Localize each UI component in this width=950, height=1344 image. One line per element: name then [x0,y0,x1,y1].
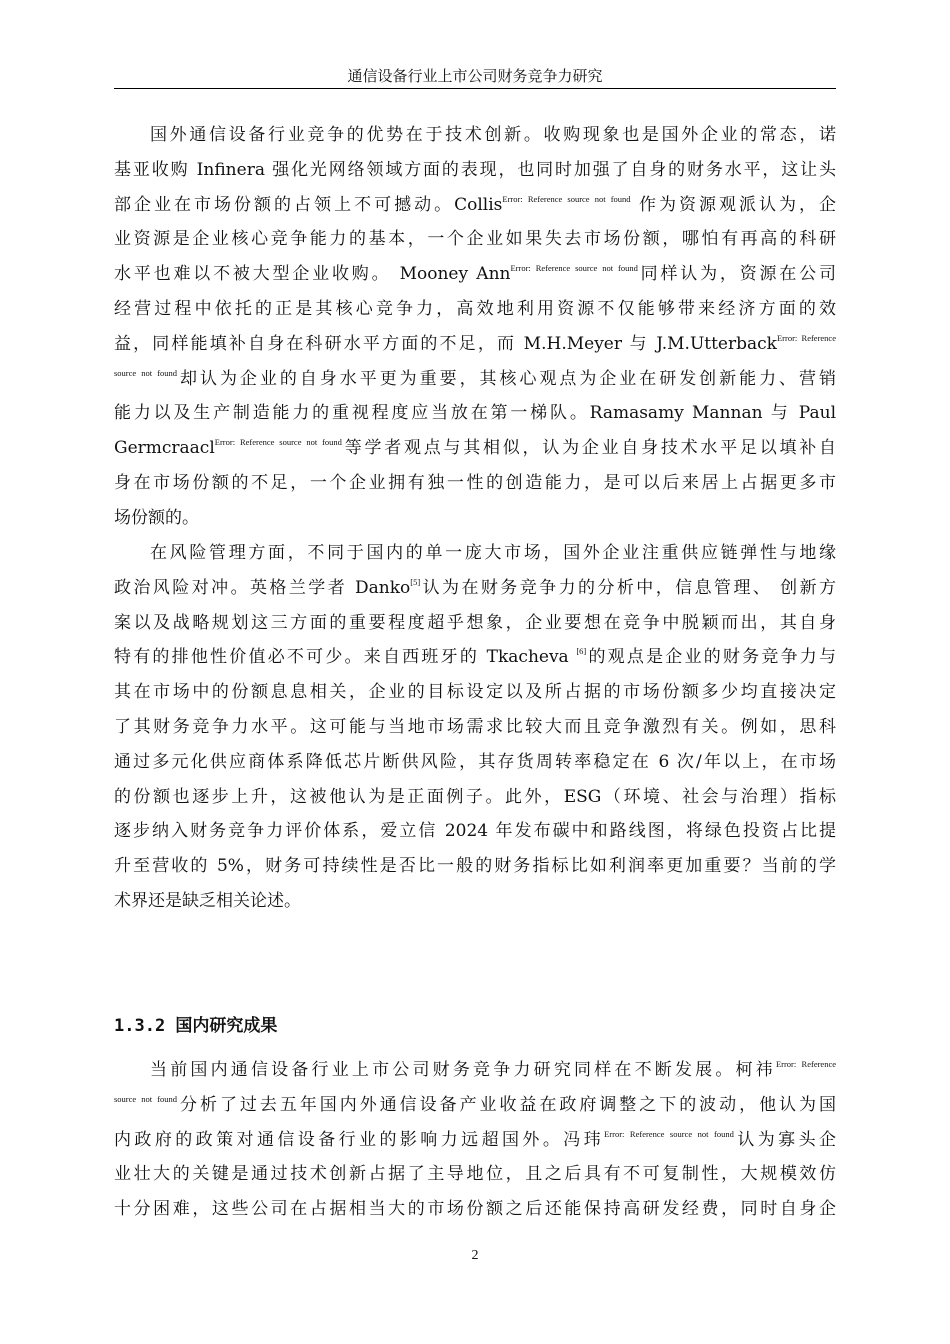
citation-marker: Error: Reference source not found [502,193,631,204]
text-run: 却认为企业的自身水平更为重要，其核心观点为企业在研发创新能力、营销 [177,368,836,389]
text-run: 认为寡头企 [733,1129,836,1150]
text-run: 当前国内通信设备行业上市公司财务竞争力研究同样在不断发展。柯祎 [150,1060,776,1080]
text-run: 部企业在市场份额的占领上不可撼动。Collis [114,194,503,215]
citation-marker: [6] [576,646,587,657]
text-run: 业资源是企业核心竞争能力的基本，一个企业如果失去市场份额，哪怕有再高的科研 [114,229,836,250]
text-line [114,573,836,603]
text-line [114,259,836,289]
citation-marker: Error: Reference [775,1059,836,1069]
text-line [114,364,836,394]
text-run: 在风险管理方面，不同于国内的单一庞大市场，国外企业注重供应链弹性与地缘 [150,543,836,563]
text-line [114,1090,836,1120]
text-run: 了其财务竞争力水平。这可能与当地市场需求比较大而且竞争激烈有关。例如，思科 [114,717,836,737]
text-line [114,608,836,638]
text-line [114,294,836,324]
running-header: 通信设备行业上市公司财务竞争力研究 [114,66,836,89]
citation-marker: Error: Reference source not found [604,1128,734,1139]
text-run: 其在市场中的份额息息相关，企业的目标设定以及所占据的市场份额多少均直接决定 [114,682,836,703]
text-run: 经营过程中依托的正是其核心竞争力，高效地利用资源不仅能够带来经济方面的效 [114,299,836,319]
text-run: 国外通信设备行业竞争的优势在于技术创新。收购现象也是国外企业的常态，诺 [150,125,836,145]
page-number: 2 [471,1248,479,1263]
text-line [114,120,836,150]
text-line [114,503,836,533]
text-line [114,329,836,359]
text-run: 特有的排他性价值必不可少。来自西班牙的 Tkacheva [114,647,577,668]
text-line [114,468,836,498]
text-line [114,816,836,846]
text-run: 业壮大的关键是通过技术创新占据了主导地位，且之后具有不可复制性，大规模效仿 [114,1164,836,1185]
text-line [114,538,836,568]
text-line [114,190,836,220]
text-run: 分析了过去五年国内外通信设备产业收益在政府调整之下的波动，他认为国 [177,1094,836,1115]
text-run: 升至营收的 5%，财务可持续性是否比一般的财务指标比如利润率更加重要？当前的学 [114,856,836,877]
text-line [114,1159,836,1189]
text-line [114,1194,836,1224]
text-run: 作为资源观派认为，企 [630,194,836,215]
text-line [114,433,836,463]
text-run: 逐步纳入财务竞争力评价体系，爱立信 2024 年发布碳中和路线图，将绿色投资占比提 [114,821,836,842]
text-run: 等学者观点与其相似，认为企业自身技术水平足以填补自 [341,438,836,459]
text-run: 认为在财务竞争力的分析中，信息管理、 创新方 [420,577,836,598]
text-run: 术界还是缺乏相关论述。 [114,891,301,911]
text-run: 的观点是企业的财务竞争力与 [586,647,836,668]
citation-marker: Error: Reference source not found [510,263,638,274]
text-line [114,886,836,916]
section-heading: 1.3.2 国内研究成果 [114,1016,278,1036]
text-run: 益，同样能填补自身在科研水平方面的不足，而 M.H.Meyer 与 J.M.Utterback [114,333,777,354]
text-line [114,747,836,777]
citation-marker: source not found [114,367,178,378]
citation-marker: Error: Reference [776,332,836,343]
citation-marker: source not found [114,1093,178,1104]
text-run: 能力以及生产制造能力的重视程度应当放在第一梯队。Ramasamy Mannan 与 Paul [114,403,836,424]
text-line [114,642,836,672]
text-line [114,677,836,707]
text-run: 内政府的政策对通信设备行业的影响力远超国外。冯玮 [114,1129,605,1150]
text-run: 基亚收购 Infinera 强化光网络领域方面的表现，也同时加强了自身的财务水平，这让头 [114,159,836,180]
text-line [114,712,836,742]
text-line [114,224,836,254]
text-run: 身在市场份额的不足，一个企业拥有独一性的创造能力，是可以后来居上占据更多市 [114,473,836,493]
text-run: 场份额的。 [114,507,199,528]
text-line [114,155,836,185]
text-run: 通过多元化供应商体系降低芯片断供风险，其存货周转率稳定在 6 次/年以上，在市场 [114,751,836,772]
text-run: 十分困难，这些公司在占据相当大的市场份额之后还能保持高研发经费，同时自身企 [114,1199,836,1220]
text-line [114,398,836,428]
text-run: Germcraacl [114,438,215,459]
text-line [114,1055,836,1085]
citation-marker: Error: Reference source not found [214,437,342,448]
text-run: 政治风险对冲。英格兰学者 Danko [114,577,411,598]
text-run: 的份额也逐步上升，这被他认为是正面例子。此外，ESG（环境、社会与治理）指标 [114,786,836,807]
text-line [114,1125,836,1155]
text-run: 水平也难以不被大型企业收购。 Mooney Ann [114,264,511,285]
text-line [114,851,836,881]
text-run: 同样认为，资源在公司 [637,264,836,285]
text-line [114,782,836,812]
citation-marker: [5] [410,576,421,587]
text-run: 案以及战略规划这三方面的重要程度超乎想象，企业要想在竞争中脱颖而出，其自身 [114,612,836,633]
